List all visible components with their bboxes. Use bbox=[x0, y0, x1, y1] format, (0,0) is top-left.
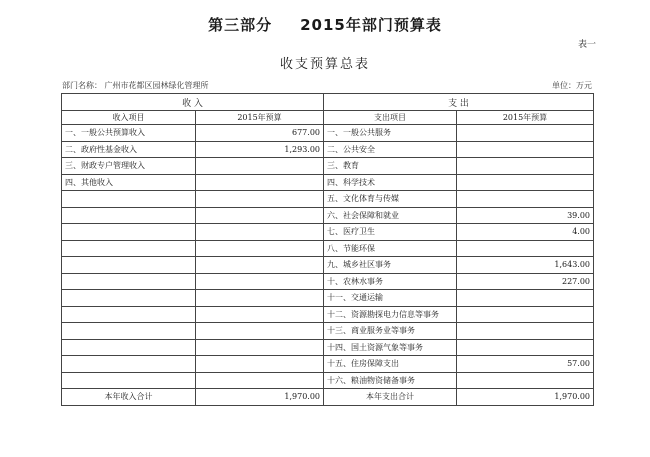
expense-item: 十五、住房保障支出 bbox=[324, 356, 457, 373]
income-item bbox=[62, 306, 196, 323]
income-item bbox=[62, 339, 196, 356]
income-amount: 677.00 bbox=[196, 125, 324, 142]
expense-item: 十六、粮油物资储备事务 bbox=[324, 372, 457, 389]
income-item bbox=[62, 224, 196, 241]
title-part: 第三部分 bbox=[208, 16, 273, 34]
income-header: 收 入 bbox=[62, 94, 324, 111]
table-row bbox=[62, 372, 594, 389]
column-header: 2015年预算 bbox=[457, 111, 594, 125]
department-name: 部门名称： 广州市花都区园林绿化管理所 bbox=[62, 81, 209, 90]
income-amount bbox=[196, 240, 324, 257]
income-amount: 1,293.00 bbox=[196, 141, 324, 158]
expense-amount bbox=[457, 191, 594, 208]
expense-amount: 39.00 bbox=[457, 207, 594, 224]
income-amount bbox=[196, 323, 324, 340]
table-row bbox=[62, 257, 594, 274]
table-number: 表一 bbox=[577, 40, 596, 50]
income-item: 三、财政专户管理收入 bbox=[62, 158, 196, 175]
income-amount bbox=[196, 257, 324, 274]
income-item: 一、一般公共预算收入 bbox=[62, 125, 196, 142]
expense-amount: 227.00 bbox=[457, 273, 594, 290]
page-title bbox=[0, 14, 650, 35]
table-row bbox=[62, 240, 594, 257]
expense-amount bbox=[457, 290, 594, 307]
income-item bbox=[62, 273, 196, 290]
expense-item: 六、社会保障和就业 bbox=[324, 207, 457, 224]
income-total-value: 1,970.00 bbox=[196, 389, 324, 406]
income-amount bbox=[196, 158, 324, 175]
income-item bbox=[62, 290, 196, 307]
total-row bbox=[62, 389, 594, 406]
table-subtitle: 收支预算总表 bbox=[279, 57, 370, 72]
expense-item: 七、医疗卫生 bbox=[324, 224, 457, 241]
income-amount bbox=[196, 356, 324, 373]
title-main: 2015年部门预算表 bbox=[300, 16, 442, 34]
income-item bbox=[62, 240, 196, 257]
income-amount bbox=[196, 372, 324, 389]
table-row bbox=[62, 158, 594, 175]
expense-item: 一、一般公共服务 bbox=[324, 125, 457, 142]
table-row bbox=[62, 339, 594, 356]
expense-item: 二、公共安全 bbox=[324, 141, 457, 158]
expense-amount bbox=[457, 339, 594, 356]
table-row bbox=[62, 191, 594, 208]
table-row bbox=[62, 290, 594, 307]
column-header: 2015年预算 bbox=[196, 111, 324, 125]
column-header: 支出项目 bbox=[324, 111, 457, 125]
expense-amount: 4.00 bbox=[457, 224, 594, 241]
income-item bbox=[62, 356, 196, 373]
expense-item: 十一、交通运输 bbox=[324, 290, 457, 307]
expense-item: 五、文化体育与传媒 bbox=[324, 191, 457, 208]
expense-total-label: 本年支出合计 bbox=[324, 389, 457, 406]
income-item bbox=[62, 191, 196, 208]
expense-amount bbox=[457, 158, 594, 175]
expense-amount: 57.00 bbox=[457, 356, 594, 373]
income-item bbox=[62, 323, 196, 340]
expense-item: 十二、资源勘探电力信息等事务 bbox=[324, 306, 457, 323]
budget-table bbox=[61, 93, 594, 406]
income-amount bbox=[196, 191, 324, 208]
expense-amount bbox=[457, 174, 594, 191]
income-item: 二、政府性基金收入 bbox=[62, 141, 196, 158]
table-row bbox=[62, 356, 594, 373]
table-row bbox=[62, 273, 594, 290]
expense-amount bbox=[457, 323, 594, 340]
expense-amount bbox=[457, 125, 594, 142]
expense-header: 支 出 bbox=[324, 94, 594, 111]
expense-total-value: 1,970.00 bbox=[457, 389, 594, 406]
table-row bbox=[62, 207, 594, 224]
unit-label: 单位：万元 bbox=[552, 81, 592, 90]
income-total-label: 本年收入合计 bbox=[62, 389, 196, 406]
income-item: 四、其他收入 bbox=[62, 174, 196, 191]
table-row bbox=[62, 323, 594, 340]
expense-amount bbox=[457, 141, 594, 158]
table-row bbox=[62, 224, 594, 241]
income-amount bbox=[196, 306, 324, 323]
expense-item: 十、农林水事务 bbox=[324, 273, 457, 290]
expense-amount: 1,643.00 bbox=[457, 257, 594, 274]
expense-item: 三、教育 bbox=[324, 158, 457, 175]
table-row bbox=[62, 141, 594, 158]
income-amount bbox=[196, 290, 324, 307]
expense-amount bbox=[457, 306, 594, 323]
expense-item: 九、城乡社区事务 bbox=[324, 257, 457, 274]
table-row bbox=[62, 174, 594, 191]
income-amount bbox=[196, 174, 324, 191]
income-amount bbox=[196, 339, 324, 356]
expense-item: 十四、国土资源气象等事务 bbox=[324, 339, 457, 356]
column-header-row bbox=[62, 111, 594, 125]
expense-item: 十三、商业服务业等事务 bbox=[324, 323, 457, 340]
income-amount bbox=[196, 273, 324, 290]
income-item bbox=[62, 257, 196, 274]
income-amount bbox=[196, 224, 324, 241]
income-amount bbox=[196, 207, 324, 224]
column-header: 收入项目 bbox=[62, 111, 196, 125]
table-row bbox=[62, 125, 594, 142]
table-row bbox=[62, 306, 594, 323]
income-item bbox=[62, 372, 196, 389]
expense-amount bbox=[457, 240, 594, 257]
table-body bbox=[62, 125, 594, 389]
expense-item: 八、节能环保 bbox=[324, 240, 457, 257]
expense-item: 四、科学技术 bbox=[324, 174, 457, 191]
income-item bbox=[62, 207, 196, 224]
expense-amount bbox=[457, 372, 594, 389]
section-header-row bbox=[62, 94, 594, 111]
